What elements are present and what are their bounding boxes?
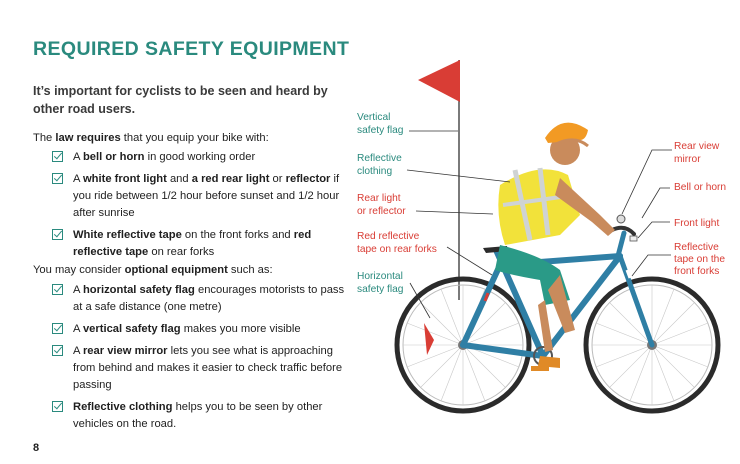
list-item: A horizontal safety flag encourages motorists to pass at a safe distance (one metre) (52, 282, 352, 316)
list-item: A rear view mirror lets you see what is approaching from behind and makes it easier to check traffic before passing (52, 343, 352, 394)
label-rear-light: Rear light or reflector (357, 193, 406, 217)
mirror-icon (617, 215, 625, 223)
front-light-icon (630, 236, 637, 241)
law-intro: The law requires that you equip your bike with: (33, 132, 269, 144)
label-rear-view-mirror: Rear view mirror (674, 141, 720, 165)
label-vertical-flag: Vertical safety flag (357, 112, 404, 136)
label-horizontal-flag: Horizontal safety flag (357, 271, 404, 295)
list-item: A white front light and a red rear light or reflector if you ride between 1/2 hour before sunset and 1/2 hour after sunrise (52, 171, 352, 222)
label-reflective-clothing: Reflective clothing (357, 153, 402, 177)
cyclist-figure (495, 123, 615, 368)
horizontal-flag-icon (424, 323, 434, 355)
label-front-light: Front light (674, 218, 720, 229)
page-title: REQUIRED SAFETY EQUIPMENT (33, 38, 350, 60)
list-item: A bell or horn in good working order (52, 149, 352, 166)
list-item: A vertical safety flag makes you more visible (52, 321, 352, 338)
vertical-flag-icon (418, 60, 460, 300)
page-subtitle: It’s important for cyclists to be seen and heard by other road users. (33, 84, 328, 116)
list-item: Reflective clothing helps you to be seen by other vehicles on the road. (52, 399, 352, 433)
list-item: White reflective tape on the front forks and red reflective tape on rear forks (52, 227, 352, 261)
label-bell: Bell or horn (674, 182, 727, 193)
label-white-tape: Reflective tape on the front forks (674, 242, 725, 277)
page-number: 8 (33, 442, 40, 454)
label-red-tape: Red reflective tape on rear forks (357, 231, 437, 255)
optional-intro: You may consider optional equipment such as: (33, 264, 273, 276)
